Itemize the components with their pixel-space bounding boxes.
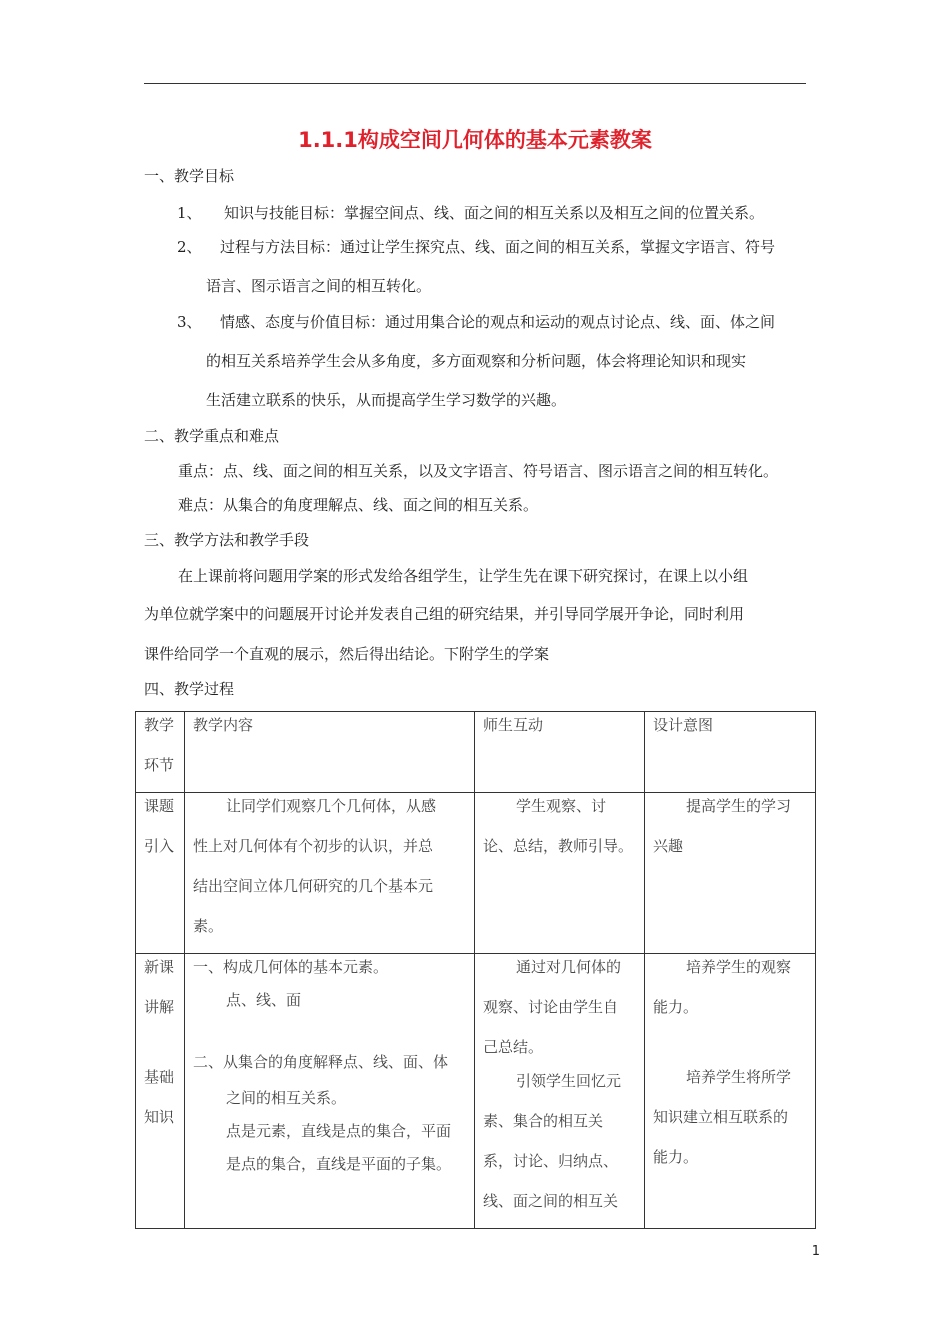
content-text: 素。 [193, 917, 224, 935]
stage-text: 课题 [144, 797, 175, 815]
content-text: 结出空间立体几何研究的几个基本元 [193, 877, 434, 895]
header-content-cell [185, 712, 475, 793]
content-text: 点、线、面 [226, 991, 302, 1009]
header-stage-text: 教学 [144, 716, 175, 734]
intent-text: 能力。 [653, 998, 699, 1016]
header-content-text: 教学内容 [193, 716, 254, 734]
header-stage-text: 环节 [144, 756, 175, 774]
item-3-number: 3、 [177, 313, 202, 331]
intent-cell [645, 954, 816, 1229]
interaction-text: 线、面之间的相互关 [483, 1192, 619, 1210]
table-row [136, 793, 816, 954]
interaction-text: 观察、讨论由学生自 [483, 998, 619, 1016]
intent-cell [645, 793, 816, 954]
item-3-text: 的相互关系培养学生会从多角度，多方面观察和分析问题，体会将理论知识和现实 [206, 352, 747, 370]
content-cell [185, 793, 475, 954]
stage-text: 讲解 [144, 998, 175, 1016]
section-1-heading: 一、教学目标 [144, 167, 235, 185]
header-intent-cell [645, 712, 816, 793]
header-interaction-text: 师生互动 [483, 716, 544, 734]
interaction-text: 素、集合的相互关 [483, 1112, 604, 1130]
method-text: 在上课前将问题用学案的形式发给各组学生，让学生先在课下研究探讨，在课上以小组 [178, 567, 749, 585]
interaction-text: 通过对几何体的 [516, 958, 622, 976]
intent-text: 兴趣 [653, 837, 684, 855]
interaction-text: 己总结。 [483, 1038, 544, 1056]
header-stage-cell [136, 712, 185, 793]
stage-text: 知识 [144, 1108, 175, 1126]
item-1-number: 1、 [177, 204, 202, 222]
page-title: 1.1.1构成空间几何体的基本元素教案 [298, 128, 652, 152]
content-text: 性上对几何体有个初步的认识，并总 [193, 837, 434, 855]
content-text: 之间的相互关系。 [226, 1089, 347, 1107]
process-table [135, 711, 816, 1229]
intent-text: 能力。 [653, 1148, 699, 1166]
interaction-text: 学生观察、讨 [516, 797, 607, 815]
content-text: 让同学们观察几个几何体，从感 [226, 797, 437, 815]
section-3-heading: 三、教学方法和教学手段 [144, 531, 310, 549]
stage-cell [136, 954, 185, 1229]
stage-text: 基础 [144, 1068, 175, 1086]
intent-text: 培养学生的观察 [686, 958, 792, 976]
content-text: 一、构成几何体的基本元素。 [193, 958, 389, 976]
intent-text: 提高学生的学习 [686, 797, 792, 815]
item-2-text: 过程与方法目标：通过让学生探究点、线、面之间的相互关系，掌握文字语言、符号 [220, 238, 776, 256]
interaction-cell [475, 793, 645, 954]
interaction-text: 论、总结，教师引导。 [483, 837, 634, 855]
content-cell [185, 954, 475, 1229]
item-2-number: 2、 [177, 238, 202, 256]
section-2-heading: 二、教学重点和难点 [144, 427, 280, 445]
key-point-text: 重点：点、线、面之间的相互关系，以及文字语言、符号语言、图示语言之间的相互转化。 [178, 462, 779, 480]
interaction-text: 系，讨论、归纳点、 [483, 1152, 619, 1170]
interaction-cell [475, 954, 645, 1229]
table-header-row [136, 712, 816, 793]
content-text: 二、从集合的角度解释点、线、面、体 [193, 1053, 449, 1071]
header-rule [144, 83, 806, 84]
stage-text: 引入 [144, 837, 175, 855]
item-1-text: 知识与技能目标：掌握空间点、线、面之间的相互关系以及相互之间的位置关系。 [224, 204, 765, 222]
intent-text: 知识建立相互联系的 [653, 1108, 789, 1126]
stage-cell [136, 793, 185, 954]
interaction-text: 引领学生回忆元 [516, 1072, 622, 1090]
item-3-text: 生活建立联系的快乐，从而提高学生学习数学的兴趣。 [206, 391, 567, 409]
stage-text: 新课 [144, 958, 175, 976]
header-intent-text: 设计意图 [653, 716, 714, 734]
method-text: 为单位就学案中的问题展开讨论并发表自己组的研究结果，并引导同学展开争论，同时利用 [144, 605, 745, 623]
method-text: 课件给同学一个直观的展示，然后得出结论。下附学生的学案 [144, 645, 550, 663]
difficulty-text: 难点：从集合的角度理解点、线、面之间的相互关系。 [178, 496, 539, 514]
item-3-text: 情感、态度与价值目标：通过用集合论的观点和运动的观点讨论点、线、面、体之间 [220, 313, 776, 331]
intent-text: 培养学生将所学 [686, 1068, 792, 1086]
item-2-text: 语言、图示语言之间的相互转化。 [206, 277, 432, 295]
page-number: 1 [811, 1244, 820, 1259]
header-interaction-cell [475, 712, 645, 793]
table-row [136, 954, 816, 1229]
content-text: 是点的集合，直线是平面的子集。 [226, 1155, 452, 1173]
content-text: 点是元素，直线是点的集合，平面 [226, 1122, 452, 1140]
section-4-heading: 四、教学过程 [144, 680, 235, 698]
